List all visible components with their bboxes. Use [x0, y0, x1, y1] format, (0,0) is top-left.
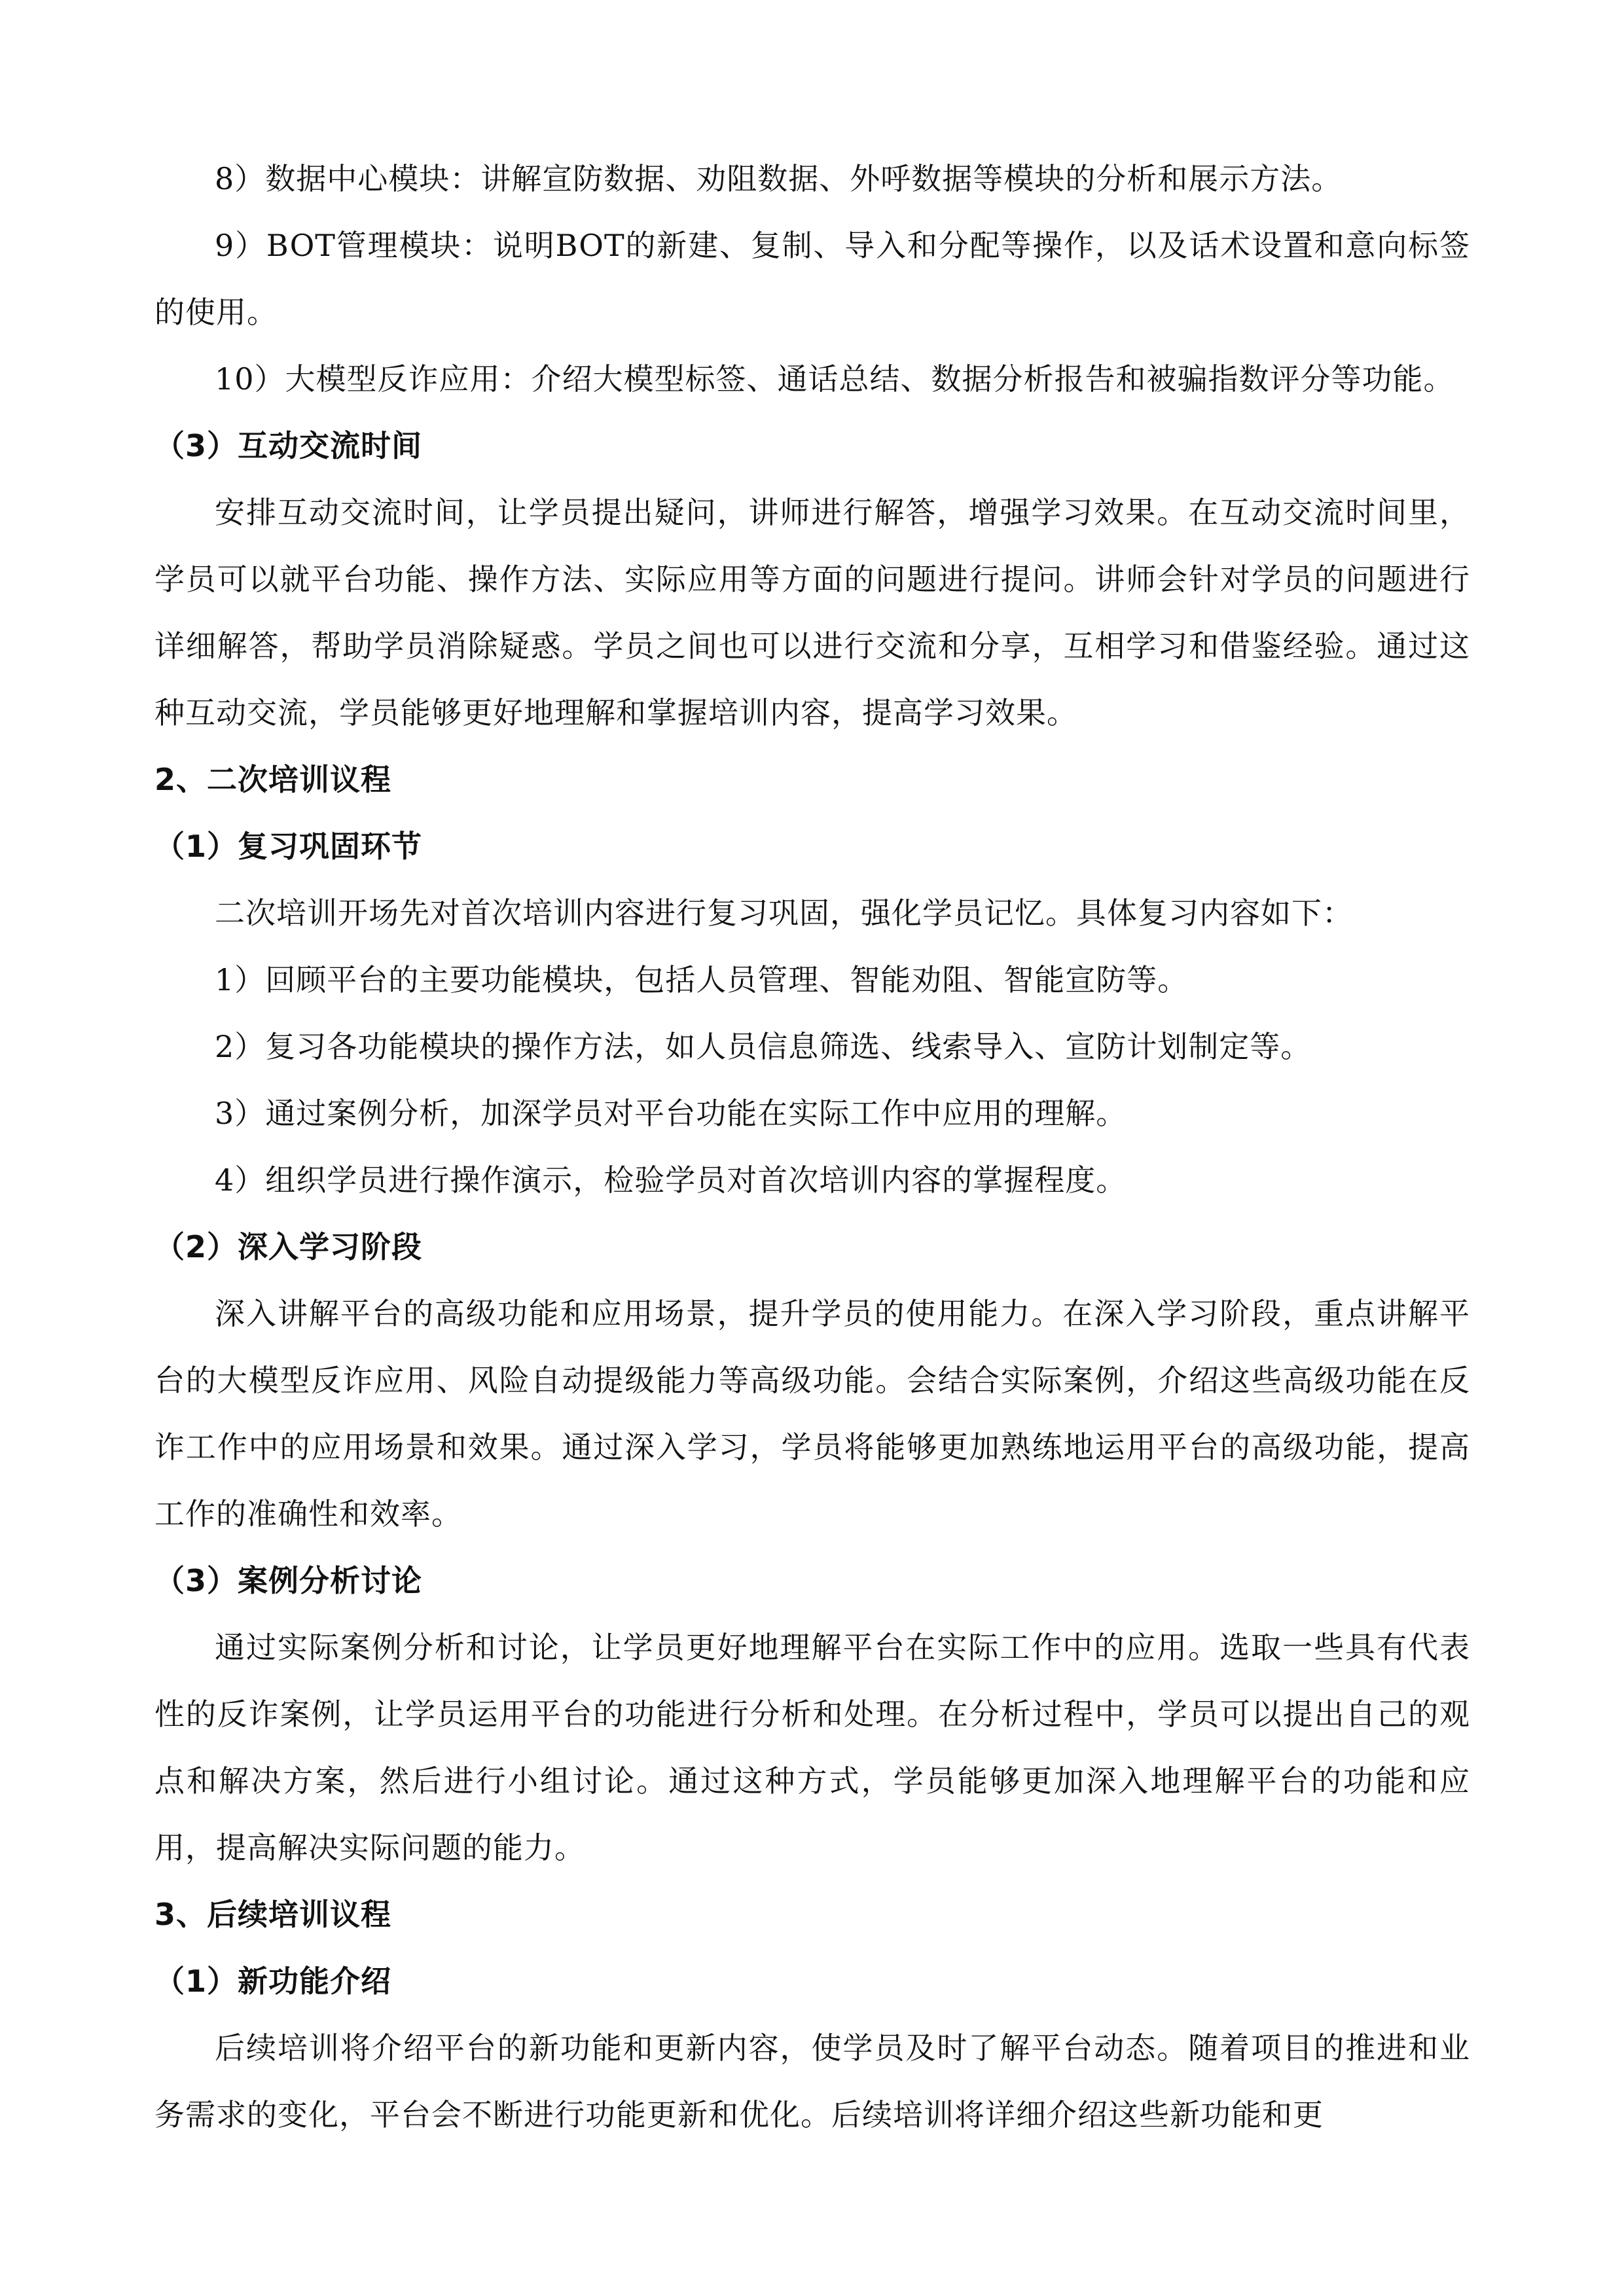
paragraph: 8）数据中心模块：讲解宣防数据、劝阻数据、外呼数据等模块的分析和展示方法。 [215, 161, 1343, 196]
paragraph: 通过实际案例分析和讨论，让学员更好地理解平台在实际工作中的应用。选取一些具有代表性的反诈案例，让学员运用平台的功能进行分析和处理。在分析过程中，学员可以提出自己的观点和解决方案，然后进行小组讨论。通过这种方式，学员能够更加深入地理解平台的功能和应用，提高解决实际问题的能力。 [154, 1630, 1470, 1865]
paragraph: 9）BOT管理模块：说明BOT的新建、复制、导入和分配等操作，以及话术设置和意向标签的使用。 [154, 228, 1470, 330]
list-item: 1）回顾平台的主要功能模块，包括人员管理、智能劝阻、智能宣防等。 [215, 962, 1189, 997]
section-heading: （1）新功能介绍 [154, 1964, 392, 1999]
list-item: 4）组织学员进行操作演示，检验学员对首次培训内容的掌握程度。 [215, 1162, 1127, 1198]
paragraph: 安排互动交流时间，让学员提出疑问，讲师进行解答，增强学习效果。在互动交流时间里，学员可以就平台功能、操作方法、实际应用等方面的问题进行提问。讲师会针对学员的问题进行详细解答，帮助学员消除疑惑。学员之间也可以进行交流和分享，互相学习和借鉴经验。通过这种互动交流，学员能够更好地理解和掌握培训内容，提高学习效果。 [154, 495, 1470, 730]
section-heading: 3、后续培训议程 [154, 1897, 392, 1932]
section-heading: （3）案例分析讨论 [154, 1563, 423, 1598]
paragraph: 二次培训开场先对首次培训内容进行复习巩固，强化学员记忆。具体复习内容如下： [215, 895, 1353, 931]
section-heading: （3）互动交流时间 [154, 428, 423, 463]
list-item: 2）复习各功能模块的操作方法，如人员信息筛选、线索导入、宣防计划制定等。 [215, 1029, 1312, 1064]
section-heading: （1）复习巩固环节 [154, 829, 423, 864]
section-heading: （2）深入学习阶段 [154, 1229, 423, 1265]
list-item: 3）通过案例分析，加深学员对平台功能在实际工作中应用的理解。 [215, 1096, 1127, 1131]
document-page [154, 145, 1470, 2148]
paragraph: 后续培训将介绍平台的新功能和更新内容，使学员及时了解平台动态。随着项目的推进和业务需求的变化，平台会不断进行功能更新和优化。后续培训将详细介绍这些新功能和更 [154, 2030, 1470, 2132]
section-heading: 2、二次培训议程 [154, 762, 392, 797]
paragraph: 深入讲解平台的高级功能和应用场景，提升学员的使用能力。在深入学习阶段，重点讲解平台的大模型反诈应用、风险自动提级能力等高级功能。会结合实际案例，介绍这些高级功能在反诈工作中的应用场景和效果。通过深入学习，学员将能够更加熟练地运用平台的高级功能，提高工作的准确性和效率。 [154, 1296, 1470, 1532]
paragraph: 10）大模型反诈应用：介绍大模型标签、通话总结、数据分析报告和被骗指数评分等功能。 [215, 361, 1454, 397]
